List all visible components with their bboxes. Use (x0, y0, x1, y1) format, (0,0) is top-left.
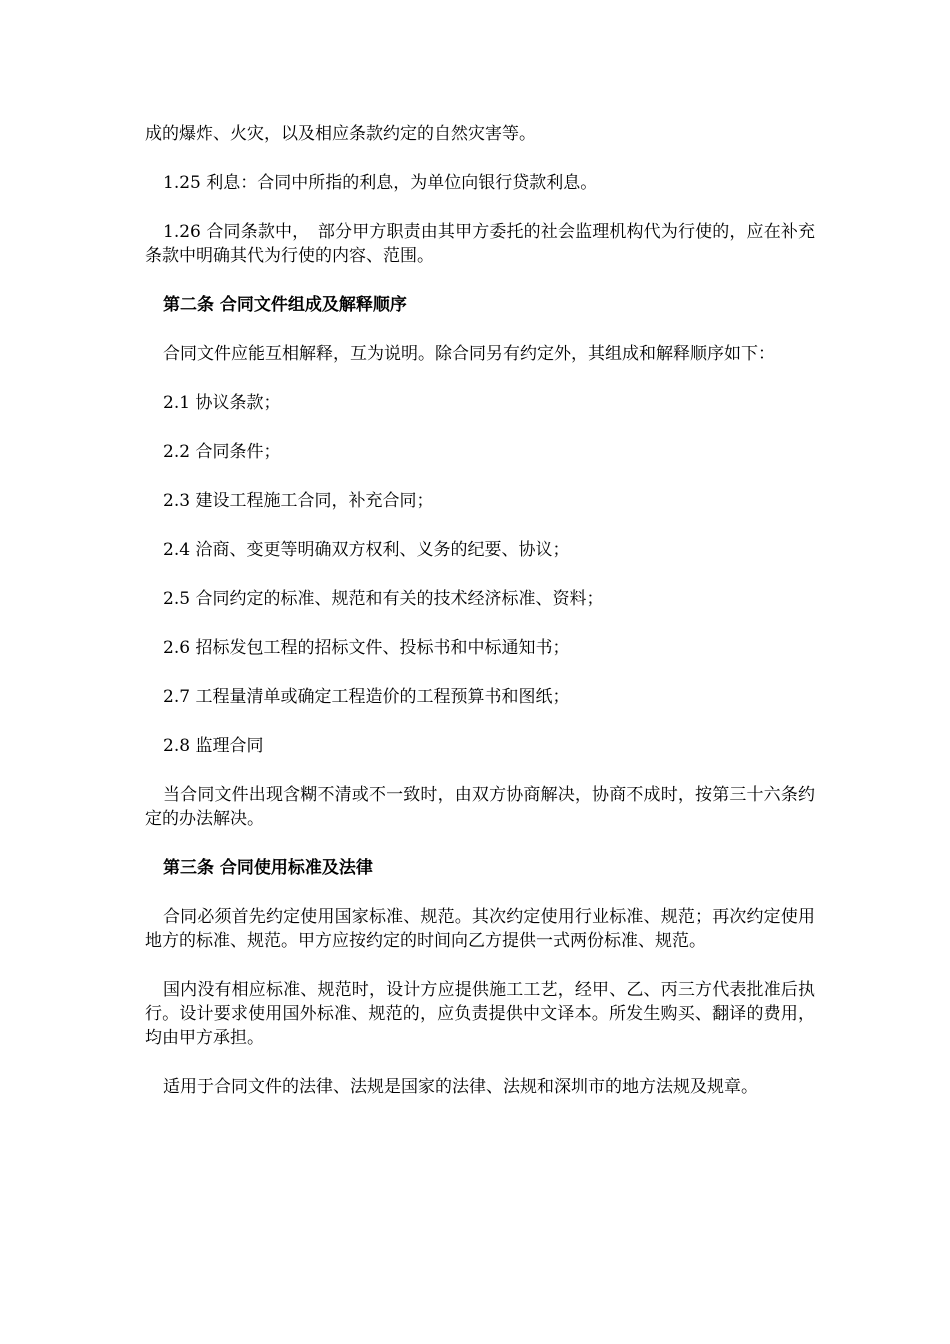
clause-2-6: 2.6 招标发包工程的招标文件、投标书和中标通知书； (163, 638, 570, 658)
article-2-conflict-rule: 当合同文件出现含糊不清或不一致时，由双方协商解决，协商不成时，按第三十六条约定的办法解决。 (145, 785, 815, 829)
document-body (145, 122, 815, 1124)
article-3-heading: 第三条 合同使用标准及法律 (163, 858, 373, 878)
clause-2-5: 2.5 合同约定的标准、规范和有关的技术经济标准、资料； (163, 589, 604, 609)
article-2-intro: 合同文件应能互相解释，互为说明。除合同另有约定外，其组成和解释顺序如下： (163, 344, 775, 364)
clause-2-1: 2.1 协议条款； (163, 393, 281, 413)
clause-2-8: 2.8 监理合同 (163, 736, 264, 756)
article-3-applicable-law: 适用于合同文件的法律、法规是国家的法律、法规和深圳市的地方法规及规章。 (163, 1077, 758, 1097)
clause-2-2: 2.2 合同条件； (163, 442, 281, 462)
clause-1-25: 1.25 利息：合同中所指的利息，为单位向银行贷款利息。 (163, 173, 598, 193)
article-3-foreign-standards: 国内没有相应标准、规范时，设计方应提供施工工艺，经甲、乙、丙三方代表批准后执行。设计要求使用国外标准、规范的，应负责提供中文译本。所发生购买、翻译的费用，均由甲方承担。 (145, 980, 815, 1048)
clause-2-3: 2.3 建设工程施工合同，补充合同； (163, 491, 434, 511)
paragraph-continuation: 成的爆炸、火灾，以及相应条款约定的自然灾害等。 (145, 124, 536, 144)
article-3-standards: 合同必须首先约定使用国家标准、规范。其次约定使用行业标准、规范；再次约定使用地方的标准、规范。甲方应按约定的时间向乙方提供一式两份标准、规范。 (145, 907, 815, 951)
clause-2-7: 2.7 工程量清单或确定工程造价的工程预算书和图纸； (163, 687, 570, 707)
clause-1-26: 1.26 合同条款中， 部分甲方职责由其甲方委托的社会监理机构代为行使的，应在补充条款中明确其代为行使的内容、范围。 (145, 222, 815, 266)
clause-2-4: 2.4 洽商、变更等明确双方权利、义务的纪要、协议； (163, 540, 570, 560)
article-2-heading: 第二条 合同文件组成及解释顺序 (163, 295, 407, 315)
